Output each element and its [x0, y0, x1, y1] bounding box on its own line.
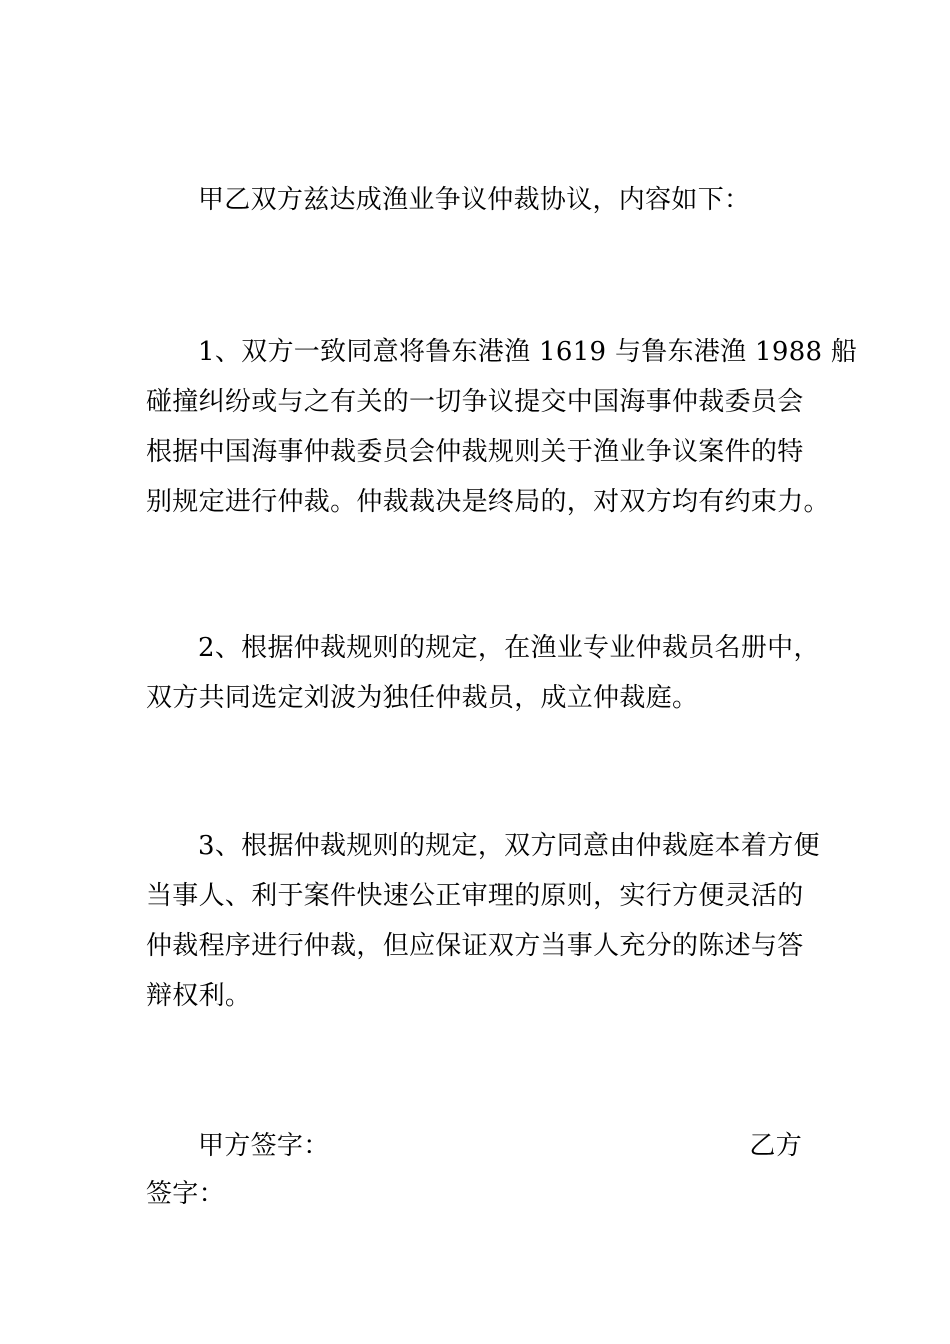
party-b-signature-label-start: 乙方: [749, 1131, 802, 1161]
clause-2-line-1: 2、根据仲裁规则的规定，在渔业专业仲裁员名册中，: [198, 633, 820, 663]
clause-1-line-4: 别规定进行仲裁。仲裁裁决是终局的，对双方均有约束力。: [146, 487, 830, 517]
clause-3-line-3: 仲裁程序进行仲裁，但应保证双方当事人充分的陈述与答: [146, 931, 804, 961]
party-a-signature-label: 甲方签字：: [198, 1131, 330, 1161]
party-b-signature-label-end: 签字：: [146, 1179, 225, 1209]
clause-1-line-2: 碰撞纠纷或与之有关的一切争议提交中国海事仲裁委员会: [146, 387, 804, 417]
clause-2-line-2: 双方共同选定刘波为独任仲裁员，成立仲裁庭。: [146, 683, 699, 713]
clause-1-line-3: 根据中国海事仲裁委员会仲裁规则关于渔业争议案件的特: [146, 437, 804, 467]
intro-paragraph: 甲乙双方兹达成渔业争议仲裁协议，内容如下：: [198, 185, 751, 215]
clause-1-line-1: 1、双方一致同意将鲁东港渔 1619 与鲁东港渔 1988 船: [198, 337, 858, 367]
clause-3-line-1: 3、根据仲裁规则的规定，双方同意由仲裁庭本着方便: [198, 831, 820, 861]
clause-3-line-2: 当事人、利于案件快速公正审理的原则，实行方便灵活的: [146, 881, 804, 911]
clause-3-line-4: 辩权利。: [146, 981, 252, 1011]
